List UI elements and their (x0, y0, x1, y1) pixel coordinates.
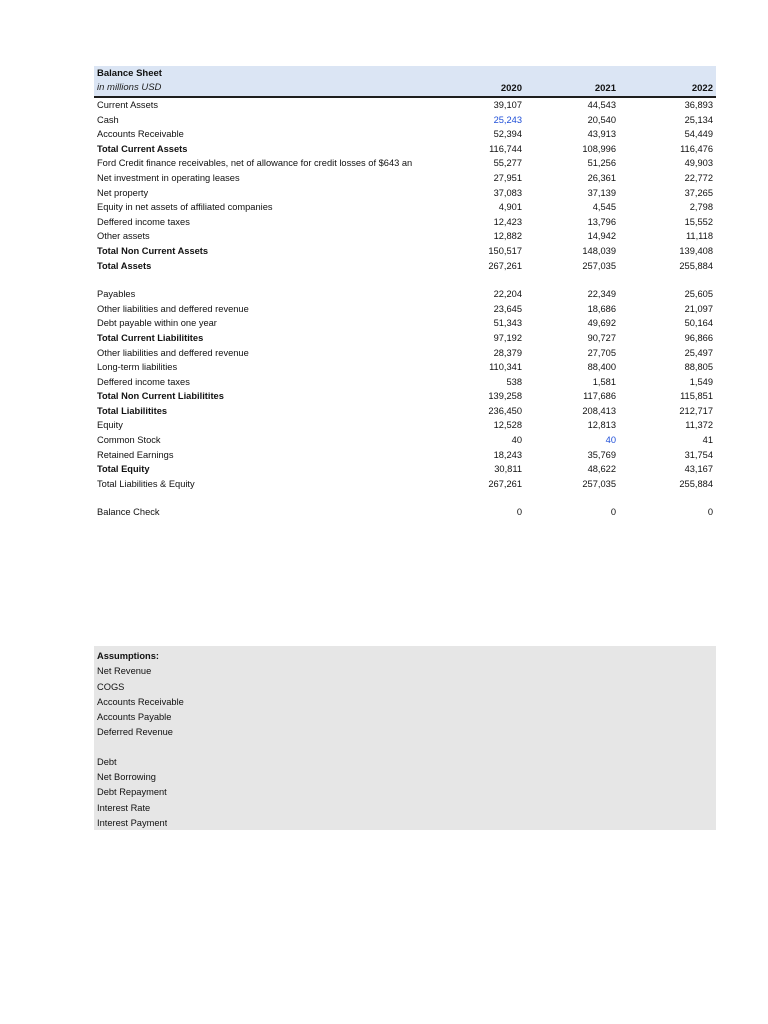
cell-2021: 117,686 (583, 391, 616, 402)
cell-2022: 0 (707, 507, 713, 518)
cell-2021: 257,035 (582, 478, 616, 489)
section-spacer (94, 741, 716, 755)
row-label: Total Non Current Liabilitites (97, 391, 224, 402)
row-label: Total Equity (97, 464, 150, 475)
cell-2022: 49,903 (684, 158, 713, 169)
assumption-row[interactable] (94, 710, 716, 725)
cell-2021: 108,996 (582, 143, 616, 154)
assumption-label: Accounts Receivable (97, 696, 184, 707)
cell-2021: 44,543 (587, 100, 616, 110)
balance-sheet-header (94, 66, 716, 98)
cell-2022: 15,552 (684, 216, 713, 227)
table-row[interactable] (94, 404, 716, 419)
cell-2022: 212,717 (679, 405, 713, 416)
cell-2022: 43,167 (684, 464, 713, 475)
cell-2021: 1,581 (592, 376, 616, 387)
table-row[interactable] (94, 171, 716, 186)
cell-2021: 43,913 (587, 129, 616, 140)
cell-2020: 55,277 (493, 158, 522, 169)
year-header-2020[interactable]: 2020 (500, 83, 522, 94)
assumption-row[interactable] (94, 725, 716, 740)
assumption-row[interactable] (94, 695, 716, 710)
cell-2022: 255,884 (679, 478, 713, 489)
row-label: Total Liabilities & Equity (97, 478, 195, 489)
section-spacer (94, 491, 716, 505)
assumption-row[interactable] (94, 664, 716, 679)
table-row[interactable] (94, 127, 716, 142)
assumption-label: Deferred Revenue (97, 727, 173, 738)
cell-2022: 1,549 (689, 376, 713, 387)
table-row[interactable] (94, 142, 716, 157)
cell-2020: 12,882 (493, 231, 522, 242)
liabilities-section (94, 287, 716, 491)
row-label: Deffered income taxes (97, 376, 190, 387)
assumption-row[interactable] (94, 755, 716, 770)
cell-2022: 25,134 (684, 114, 713, 125)
cell-2022: 11,118 (685, 231, 713, 242)
cell-2021: 148,039 (582, 245, 616, 256)
table-row[interactable] (94, 316, 716, 331)
cell-2020: 110,341 (489, 362, 522, 373)
cell-2022: 116,476 (680, 143, 713, 154)
cell-2021: 18,686 (587, 303, 616, 314)
table-row[interactable] (94, 259, 716, 274)
cell-2021: 40 (605, 435, 616, 446)
table-row[interactable] (94, 389, 716, 404)
table-row[interactable] (94, 113, 716, 128)
cell-2022: 88,805 (684, 362, 713, 373)
cell-2020: 28,379 (493, 347, 522, 358)
assumption-row[interactable] (94, 680, 716, 695)
table-row[interactable] (94, 418, 716, 433)
cell-2020: 150,517 (488, 245, 522, 256)
row-label: Total Current Assets (97, 143, 188, 154)
row-label: Payables (97, 289, 136, 300)
table-row[interactable] (94, 156, 716, 171)
assumptions-section (94, 646, 716, 830)
assumption-row[interactable] (94, 770, 716, 785)
row-label: Total Assets (97, 260, 152, 271)
cell-2020: 40 (511, 435, 522, 446)
row-label: Ford Credit finance receivables, net of allowance for credit losses of $643 an (97, 158, 413, 169)
cell-2020: 22,204 (493, 289, 522, 300)
assumption-row[interactable] (94, 801, 716, 816)
row-label: Total Liabilitites (97, 405, 168, 416)
cell-2021: 22,349 (587, 289, 616, 300)
assumption-label: Net Revenue (97, 666, 152, 677)
cell-2021: 48,622 (587, 464, 616, 475)
cell-2020: 97,192 (493, 332, 522, 343)
row-label: Deffered income taxes (97, 216, 190, 227)
row-label: Equity (97, 420, 123, 431)
cell-2022: 37,265 (684, 187, 713, 198)
table-row[interactable] (94, 244, 716, 259)
assumption-label: Net Borrowing (97, 772, 156, 783)
cell-2020: 37,083 (493, 187, 522, 198)
table-row[interactable] (94, 186, 716, 201)
cell-2022: 115,851 (680, 391, 713, 402)
cell-2021: 90,727 (587, 332, 616, 343)
row-label: Current Assets (97, 100, 158, 110)
cell-2021: 12,813 (587, 420, 616, 431)
assumption-label: Accounts Payable (97, 712, 172, 723)
cell-2020: 39,107 (493, 100, 522, 110)
cell-2020: 267,261 (488, 260, 522, 271)
cell-2020: 27,951 (493, 172, 522, 183)
cell-2020: 51,343 (493, 318, 522, 329)
row-label: Equity in net assets of affiliated companies (97, 202, 273, 213)
cell-2021: 20,540 (587, 114, 616, 125)
cell-2020: 538 (506, 376, 522, 387)
row-label: Common Stock (97, 435, 161, 446)
cell-2020: 30,811 (494, 464, 522, 475)
row-label: Accounts Receivable (97, 129, 184, 140)
assumption-label: COGS (97, 681, 125, 692)
table-row[interactable] (94, 98, 716, 113)
table-row[interactable] (94, 331, 716, 346)
assets-section (94, 98, 716, 273)
row-label: Balance Check (97, 507, 160, 518)
cell-2022: 25,605 (684, 289, 713, 300)
balance-check-row[interactable] (94, 505, 716, 520)
cell-2022: 21,097 (684, 303, 713, 314)
cell-2021: 4,545 (592, 202, 616, 213)
cell-2022: 255,884 (679, 260, 713, 271)
cell-2020: 116,744 (489, 143, 522, 154)
row-label: Long-term liabilities (97, 362, 178, 373)
year-header-row (94, 83, 716, 95)
cell-2021: 26,361 (587, 172, 616, 183)
cell-2022: 54,449 (684, 129, 713, 140)
cell-2021: 257,035 (582, 260, 616, 271)
row-label: Net investment in operating leases (97, 172, 240, 183)
table-row[interactable] (94, 215, 716, 230)
row-label: Cash (97, 114, 119, 125)
cell-2021: 88,400 (587, 362, 616, 373)
cell-2021: 14,942 (587, 231, 616, 242)
row-label: Other liabilities and deffered revenue (97, 347, 249, 358)
row-label: Retained Earnings (97, 449, 174, 460)
assumption-label: Debt (97, 756, 117, 767)
cell-2021: 35,769 (587, 449, 616, 460)
cell-2021: 49,692 (587, 318, 616, 329)
balance-sheet-title[interactable]: Balance Sheet (97, 68, 162, 79)
cell-2022: 96,866 (684, 332, 713, 343)
balance-sheet-units[interactable]: in millions USD (97, 82, 162, 93)
cell-2020: 52,394 (493, 129, 522, 140)
cell-2020: 25,243 (493, 114, 522, 125)
assumptions-group-operating (94, 664, 716, 740)
cell-2022: 2,798 (689, 202, 713, 213)
cell-2022: 41 (702, 435, 713, 446)
assumption-row[interactable] (94, 785, 716, 800)
row-label: Total Non Current Assets (97, 245, 209, 256)
year-header-2022[interactable]: 2022 (691, 83, 713, 94)
cell-2022: 11,372 (685, 420, 713, 431)
table-row[interactable] (94, 360, 716, 375)
cell-2021: 37,139 (587, 187, 616, 198)
cell-2021: 27,705 (587, 347, 616, 358)
balance-sheet-table (94, 66, 716, 520)
cell-2020: 12,423 (493, 216, 522, 227)
row-label: Net property (97, 187, 149, 198)
table-row[interactable] (94, 448, 716, 463)
table-row[interactable] (94, 433, 716, 448)
cell-2022: 25,497 (684, 347, 713, 358)
table-row[interactable] (94, 462, 716, 477)
cell-2021: 13,796 (587, 216, 616, 227)
cell-2022: 22,772 (684, 172, 713, 183)
cell-2021: 208,413 (582, 405, 616, 416)
table-row[interactable] (94, 346, 716, 361)
assumption-row[interactable] (94, 816, 716, 831)
year-header-2021[interactable]: 2021 (594, 83, 616, 94)
table-row[interactable] (94, 375, 716, 390)
assumptions-group-debt (94, 755, 716, 831)
table-row[interactable] (94, 229, 716, 244)
cell-2022: 36,893 (684, 100, 713, 110)
cell-2020: 23,645 (493, 303, 522, 314)
assumptions-title: Assumptions: (97, 651, 159, 661)
table-row[interactable] (94, 477, 716, 492)
row-label: Other liabilities and deffered revenue (97, 303, 249, 314)
cell-2020: 18,243 (493, 449, 522, 460)
row-label: Other assets (97, 231, 150, 242)
cell-2022: 31,754 (684, 449, 713, 460)
cell-2020: 267,261 (488, 478, 522, 489)
table-row[interactable] (94, 302, 716, 317)
cell-2020: 236,450 (488, 405, 522, 416)
cell-2020: 139,258 (488, 391, 522, 402)
section-spacer (94, 273, 716, 287)
cell-2022: 139,408 (679, 245, 713, 256)
cell-2020: 12,528 (493, 420, 522, 431)
assumptions-title-row[interactable] (94, 649, 716, 664)
table-row[interactable] (94, 287, 716, 302)
cell-2020: 0 (516, 507, 522, 518)
assumption-label: Debt Repayment (97, 787, 167, 798)
row-label: Debt payable within one year (97, 318, 217, 329)
row-label: Total Current Liabilitites (97, 332, 204, 343)
cell-2022: 50,164 (684, 318, 713, 329)
table-row[interactable] (94, 200, 716, 215)
cell-2020: 4,901 (498, 202, 522, 213)
cell-2021: 51,256 (587, 158, 616, 169)
assumption-label: Interest Payment (97, 817, 168, 828)
assumption-label: Interest Rate (97, 802, 151, 813)
cell-2021: 0 (610, 507, 616, 518)
